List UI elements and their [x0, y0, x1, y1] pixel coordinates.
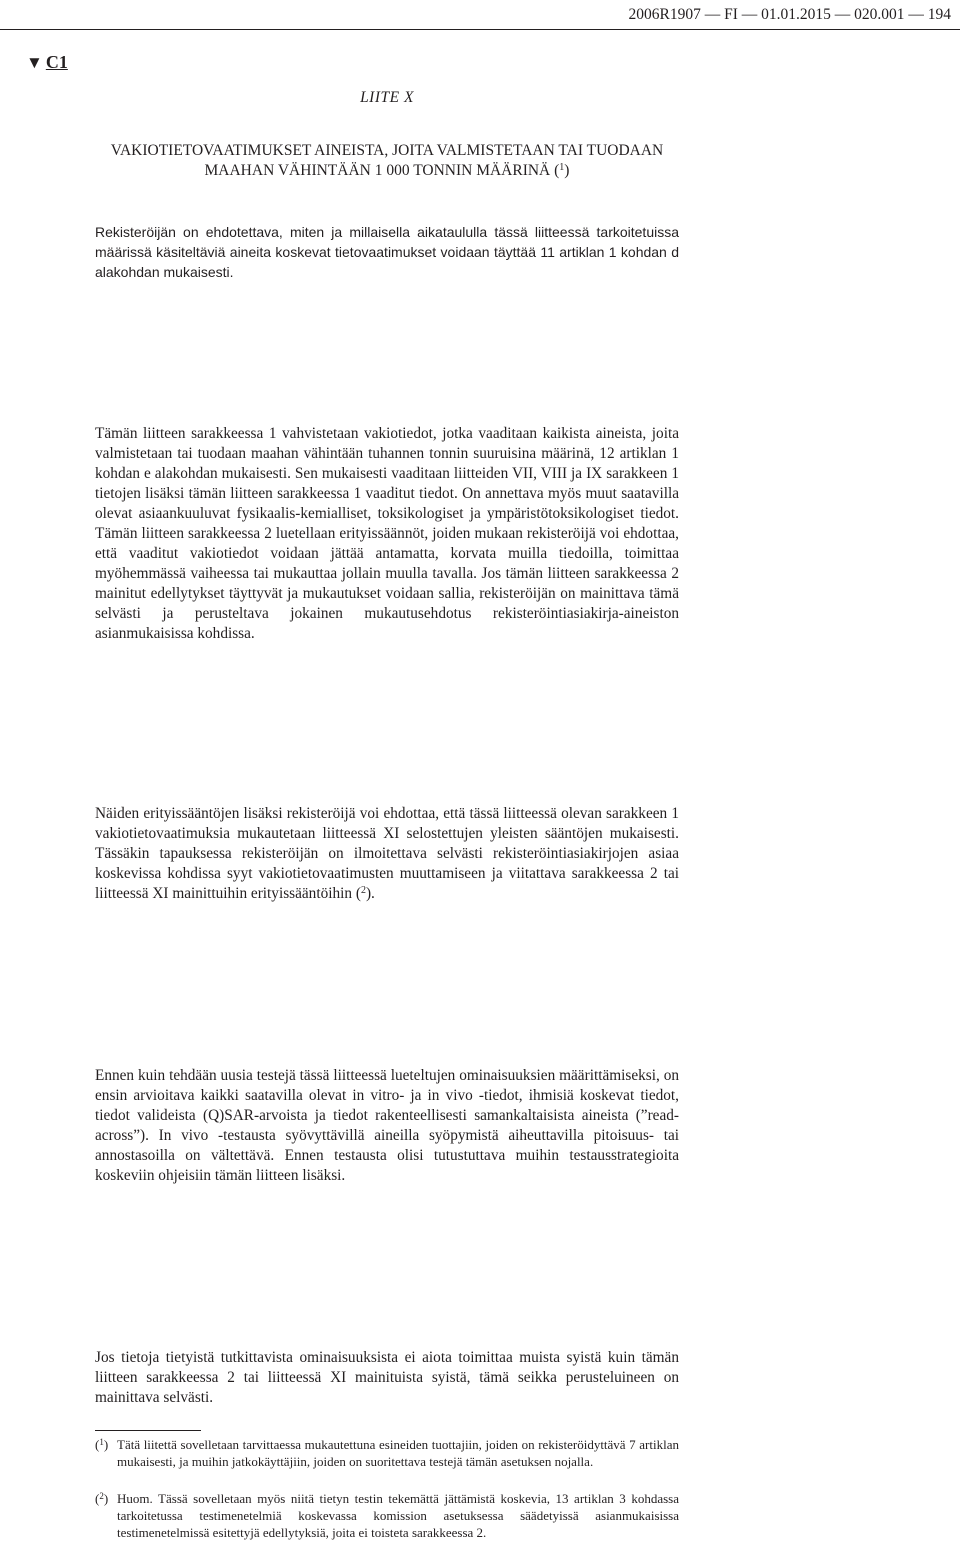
- footnote-ref-1: 1: [559, 162, 565, 173]
- footnote-1: [95, 1436, 679, 1470]
- main-heading: [95, 141, 679, 181]
- paragraph-5: Jos tietoja tietyistä tutkittavista ominaisuuksista ei aiota toimittaa muista syistä kuin tämän liitteen sarakkeessa 2 tai liitteessä XI mainituista syistä, tämä seikka perusteluineen on mainittava selvästi.: [95, 1349, 679, 1406]
- footnote-2: [95, 1490, 679, 1541]
- footnote-divider: [95, 1430, 201, 1431]
- document-header: [0, 0, 960, 30]
- footnote-1-number: ($^1$): [95, 1437, 109, 1452]
- paragraph-1: Rekisteröijän on ehdotettava, miten ja millaisella aikataululla tässä liitteessä tarkoitetuissa määrissä käsiteltäviä aineita koskevat tietovaatimukset voidaan täyttää 11 artiklan 1 kohdan d alakohdan mukaisesti.: [95, 224, 679, 280]
- paragraph-2: Tämän liitteen sarakkeessa 1 vahvistetaan vakiotiedot, jotka vaaditaan kaikista aineista, joita valmistetaan tai tuodaan maahan vähintään tuhannen tonnin suuruisina määrinä, 12 artiklan 1 kohdan e alakohdan mukaisesti. Sen mukaisesti vaaditaan liitteiden VII, VIII ja IX sarakkeen 1 tietojen lisäksi tämän liitteen sarakkeessa 1 vaaditut tiedot. On annettava myös muut saatavilla olevat asiaankuuluvat fysikaalis-kemialliset, toksikologiset ja ympäristötoksikologiset tiedot. Tämän liitteen sarakkeessa 2 luetellaan erityissäännöt, joiden mukaan rekisteröijä voi ehdottaa, että vaaditut vakiotiedot voidaan jättää antamatta, korvata muilla tiedoilla, toimittaa myöhemmässä vaiheessa tai mukauttaa jollain muulla tavalla. Jos tämän liitteen sarakkeessa 2 mainitut edellytykset täyttyvät ja mukautukset voidaan sallia, rekisteröijän on mainittava tämä selvästi ja perusteltava jokainen mukautusehdotus rekisteröintiasiakirja-aineiston asianmukaisissa kohdissa.: [95, 425, 679, 642]
- amendment-marker: [26, 52, 68, 73]
- paragraph-3-close: ).: [365, 885, 375, 902]
- paragraph-4: Ennen kuin tehdään uusia testejä tässä liitteessä lueteltujen ominaisuuksien määrittämiseksi, on ensin arvioitava kaikki saatavilla olevat in vitro- ja in vivo -tiedot, ihmisiä koskevat tiedot, tiedot valideista (Q)SAR-arvoista ja tiedot rakenteellisesti samankaltaisista aineista (”read-across”). In vivo -testausta syövyttävillä aineilla syöpymistä aiheuttavilla pitoisuus- tai annostasoilla on vältettävä. Ennen testausta olisi tutustuttava muihin testausstrategioita koskeviin ohjeisiin tämän liitteen lisäksi.: [95, 1067, 679, 1184]
- annex-title: LIITE X: [360, 89, 414, 106]
- paragraph-3-text: Näiden erityissääntöjen lisäksi rekisteröijä voi ehdottaa, että tässä liitteessä olevan sarakkeen 1 vakiotietovaatimuksia mukautetaan liitteessä XI selostettujen yleisten sääntöjen mukaisesti. Tässäkin tapauksessa rekisteröijän on ilmoitettava selvästi rekisteröintiasiakirjojen asiaa koskevissa kohdissa syyt vakiotietovaatimusten muuttamiseen ja viitattava sarakkeessa 2 tai liitteessä XI mainittuihin erityissääntöihin (: [95, 805, 679, 902]
- paragraph-3: [95, 804, 679, 904]
- footnote-2-text: Huom. Tässä sovelletaan myös niitä tietyn testin tekemättä jättämistä koskevia, 13 artiklan 3 kohdassa tarkoitetussa testimenetelmiä koskevassa komission asetuksessa säädetyissä asianmukaisissa testimenetelmissä esitettyjä edellytyksiä, joita ei toisteta sarakkeessa 2.: [117, 1491, 679, 1540]
- main-heading-close: ): [564, 162, 570, 179]
- amendment-code: C1: [45, 52, 68, 72]
- triangle-down-icon: ▼: [26, 52, 43, 72]
- footnote-1-text: Tätä liitettä sovelletaan tarvittaessa mukautettuna esineiden tuottajiin, joiden on rekisteröidyttävä 7 artiklan mukaisesti, ja muihin jatkokäyttäjiin, joiden on suoritettava testejä tämän asetuksen nojalla.: [117, 1437, 679, 1469]
- footnote-2-number: ($^2$): [95, 1491, 109, 1506]
- footnote-ref-2: 2: [360, 885, 366, 896]
- header-reference: 2006R1907 — FI — 01.01.2015 — 020.001 — 194: [628, 6, 951, 23]
- main-heading-text: VAKIOTIETOVAATIMUKSET AINEISTA, JOITA VALMISTETAAN TAI TUODAAN MAAHAN VÄHINTÄÄN 1 000 TONNIN MÄÄRINÄ (: [110, 142, 664, 179]
